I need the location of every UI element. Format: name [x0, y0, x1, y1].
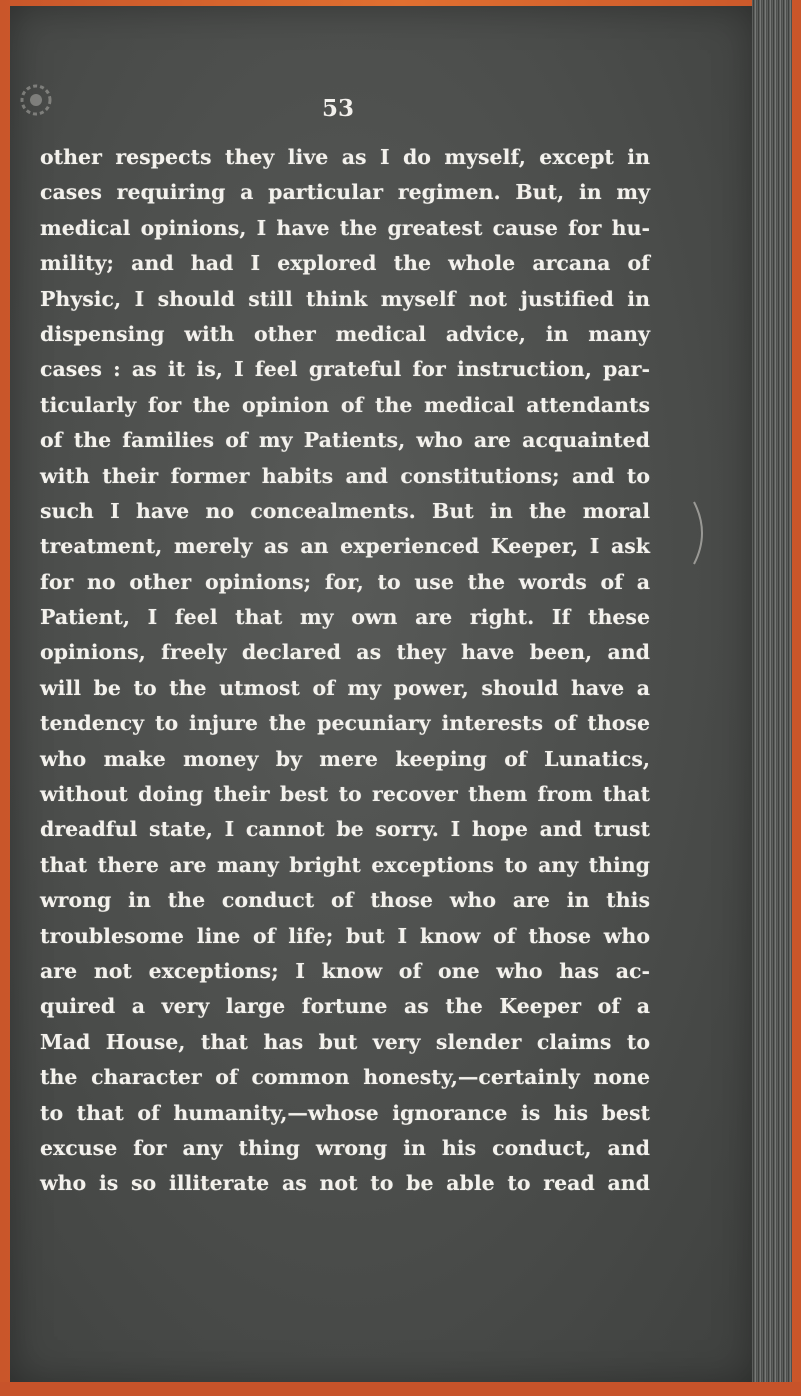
text-line: with their former habits and constitutions; and to — [40, 463, 650, 488]
text-line: will be to the utmost of my power, should have a — [40, 675, 650, 700]
text-line: wrong in the conduct of those who are in this — [40, 888, 650, 913]
text-line: medical opinions, I have the greatest cause for hu- — [40, 215, 650, 240]
text-line: without doing their best to recover them from that — [40, 782, 650, 807]
text-line: cases : as it is, I feel grateful for instruction, par- — [40, 357, 650, 382]
text-line: mility; and had I explored the whole arcana of — [40, 251, 650, 276]
text-line: for no other opinions; for, to use the words of a — [40, 569, 650, 594]
text-line: are not exceptions; I know of one who has ac- — [40, 958, 650, 983]
text-line: cases requiring a particular regimen. But, in my — [40, 180, 650, 205]
text-line: dispensing with other medical advice, in many — [40, 321, 650, 346]
text-line: who is so illiterate as not to be able to read and — [40, 1171, 650, 1196]
text-line: Patient, I feel that my own are right. If these — [40, 605, 650, 630]
text-line: Mad House, that has but very slender claims to — [40, 1029, 650, 1054]
text-line: quired a very large fortune as the Keeper of a — [40, 994, 650, 1019]
text-line: of the families of my Patients, who are acquainted — [40, 428, 650, 453]
text-line: ticularly for the opinion of the medical attendants — [40, 392, 650, 417]
text-line: troublesome line of life; but I know of those who — [40, 923, 650, 948]
text-line: to that of humanity,—whose ignorance is his best — [40, 1100, 650, 1125]
text-line: tendency to injure the pecuniary interests of those — [40, 711, 650, 736]
page-edges — [752, 0, 792, 1390]
body-text — [40, 140, 650, 1202]
text-line: opinions, freely declared as they have been, and — [40, 640, 650, 665]
text-line: Physic, I should still think myself not justified in — [40, 286, 650, 311]
book-cover-edge — [0, 1382, 801, 1396]
page-number: 53 — [321, 95, 354, 122]
text-line: excuse for any thing wrong in his conduct, and — [40, 1135, 650, 1160]
text-line: other respects they live as I do myself, except in — [40, 145, 650, 169]
text-line: dreadful state, I cannot be sorry. I hope and trust — [40, 817, 650, 842]
library-stamp-icon — [18, 78, 54, 122]
text-line: treatment, merely as an experienced Keeper, I ask — [40, 534, 650, 559]
text-line: the character of common honesty,—certainly none — [40, 1065, 650, 1090]
text-line: that there are many bright exceptions to any thing — [40, 852, 650, 877]
text-line: who make money by mere keeping of Lunatics, — [40, 746, 650, 771]
text-line: such I have no concealments. But in the moral — [40, 498, 650, 523]
margin-bracket-mark — [690, 498, 714, 568]
